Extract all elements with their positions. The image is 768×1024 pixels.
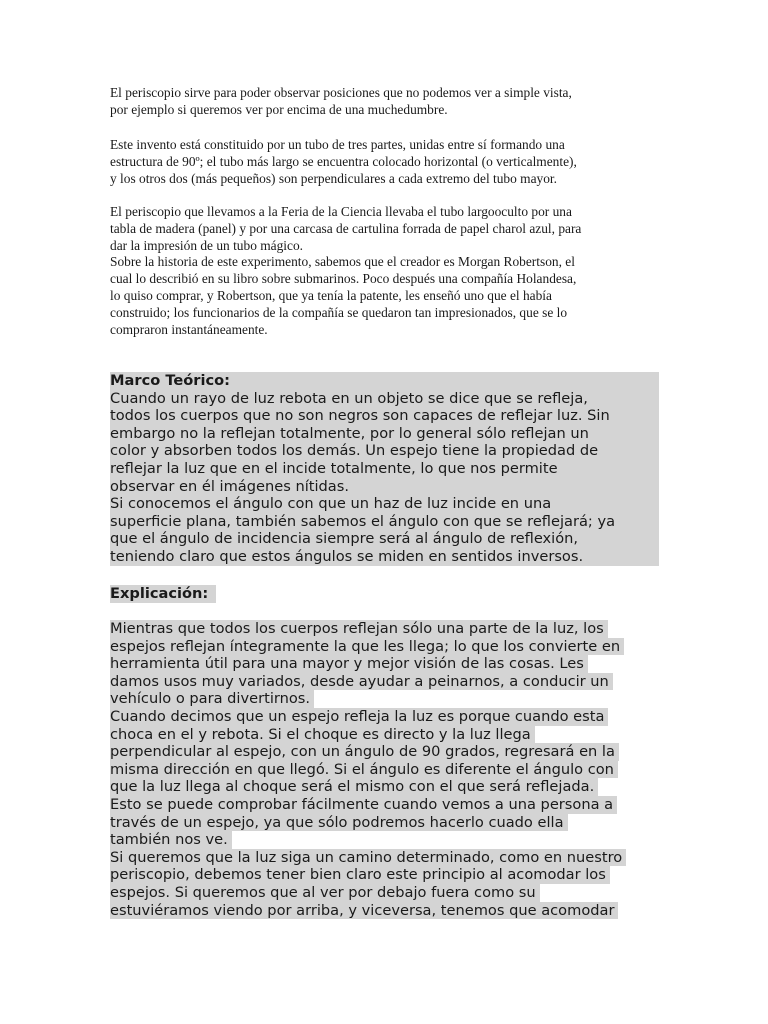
explicacion-body — [110, 620, 626, 919]
explicacion-line: perpendicular al espejo, con un ángulo de 90 grados, regresará en la — [110, 743, 619, 761]
explicacion-line: choca en el y rebota. Si el choque es directo y la luz llega — [110, 726, 535, 744]
intro-paragraph-3: El periscopio que llevamos a la Feria de la Ciencia llevaba el tubo largooculto por una tabla de madera (panel) y por una carcasa de cartulina forrada de papel charol azul, para dar la impresión de un tubo mágico. Sobre la historia de este experimento, sabemos que el creador es Morgan Robertson, el cual lo describió en su libro sobre submarinos. Poco después una compañía Holandesa, lo quiso comprar, y Robertson, que ya tenía la patente, les enseñó uno que el había construido; los funcionarios de la compañía se quedaron tan impresionados, que se lo compraron instantáneamente. — [110, 204, 582, 337]
marco-teorico-body: Cuando un rayo de luz rebota en un objeto se dice que se refleja, todos los cuerpos que no son negros son capaces de reflejar luz. Sin embargo no la reflejan totalmente, por lo general sólo reflejan un color y absorben todos los demás. Un espejo tiene la propiedad de reflejar la luz que en el incide totalmente, lo que nos permite observar en él imágenes nítidas. Si conocemos el ángulo con que un haz de luz incide en una superficie plana, también sabemos el ángulo con que se reflejará; ya que el ángulo de incidencia siempre será al ángulo de reflexión, teniendo claro que estos ángulos se miden en sentidos inversos. — [110, 389, 616, 565]
explicacion-line: Esto se puede comprobar fácilmente cuando vemos a una persona a — [110, 796, 617, 814]
explicacion-line: Mientras que todos los cuerpos reflejan sólo una parte de la luz, los — [110, 620, 608, 638]
marco-teorico-heading: Marco Teórico: — [110, 372, 230, 389]
explicacion-line: Cuando decimos que un espejo refleja la luz es porque cuando esta — [110, 708, 608, 726]
explicacion-line: vehículo o para divertirnos. — [110, 690, 314, 708]
explicacion-line: Si queremos que la luz siga un camino determinado, como en nuestro — [110, 849, 626, 867]
intro-paragraph-1: El periscopio sirve para poder observar posiciones que no podemos ver a simple vista, por ejemplo si queremos ver por encima de una muchedumbre. — [110, 85, 572, 117]
marco-teorico-section — [110, 372, 659, 566]
explicacion-line: espejos reflejan íntegramente la que les llega; lo que los convierte en — [110, 638, 624, 656]
intro-paragraph-2: Este invento está constituido por un tubo de tres partes, unidas entre sí formando una estructura de 90º; el tubo más largo se encuentra colocado horizontal (o verticalmente), y los otros dos (más pequeños) son perpendiculares a cada extremo del tubo mayor. — [110, 137, 577, 186]
explicacion-heading: Explicación: — [110, 585, 216, 603]
explicacion-line: damos usos muy variados, desde ayudar a peinarnos, a conducir un — [110, 673, 613, 691]
explicacion-line: periscopio, debemos tener bien claro este principio al acomodar los — [110, 866, 610, 884]
explicacion-line: través de un espejo, ya que sólo podremos hacerlo cuado ella — [110, 814, 568, 832]
explicacion-line: que la luz llega al choque será el mismo con el que será reflejada. — [110, 778, 598, 796]
explicacion-line: herramienta útil para una mayor y mejor visión de las cosas. Les — [110, 655, 588, 673]
explicacion-line: también nos ve. — [110, 831, 232, 849]
explicacion-line: misma dirección en que llegó. Si el ángulo es diferente el ángulo con — [110, 761, 618, 779]
explicacion-line: estuviéramos viendo por arriba, y viceversa, tenemos que acomodar — [110, 902, 618, 920]
explicacion-line: espejos. Si queremos que al ver por debajo fuera como su — [110, 884, 540, 902]
